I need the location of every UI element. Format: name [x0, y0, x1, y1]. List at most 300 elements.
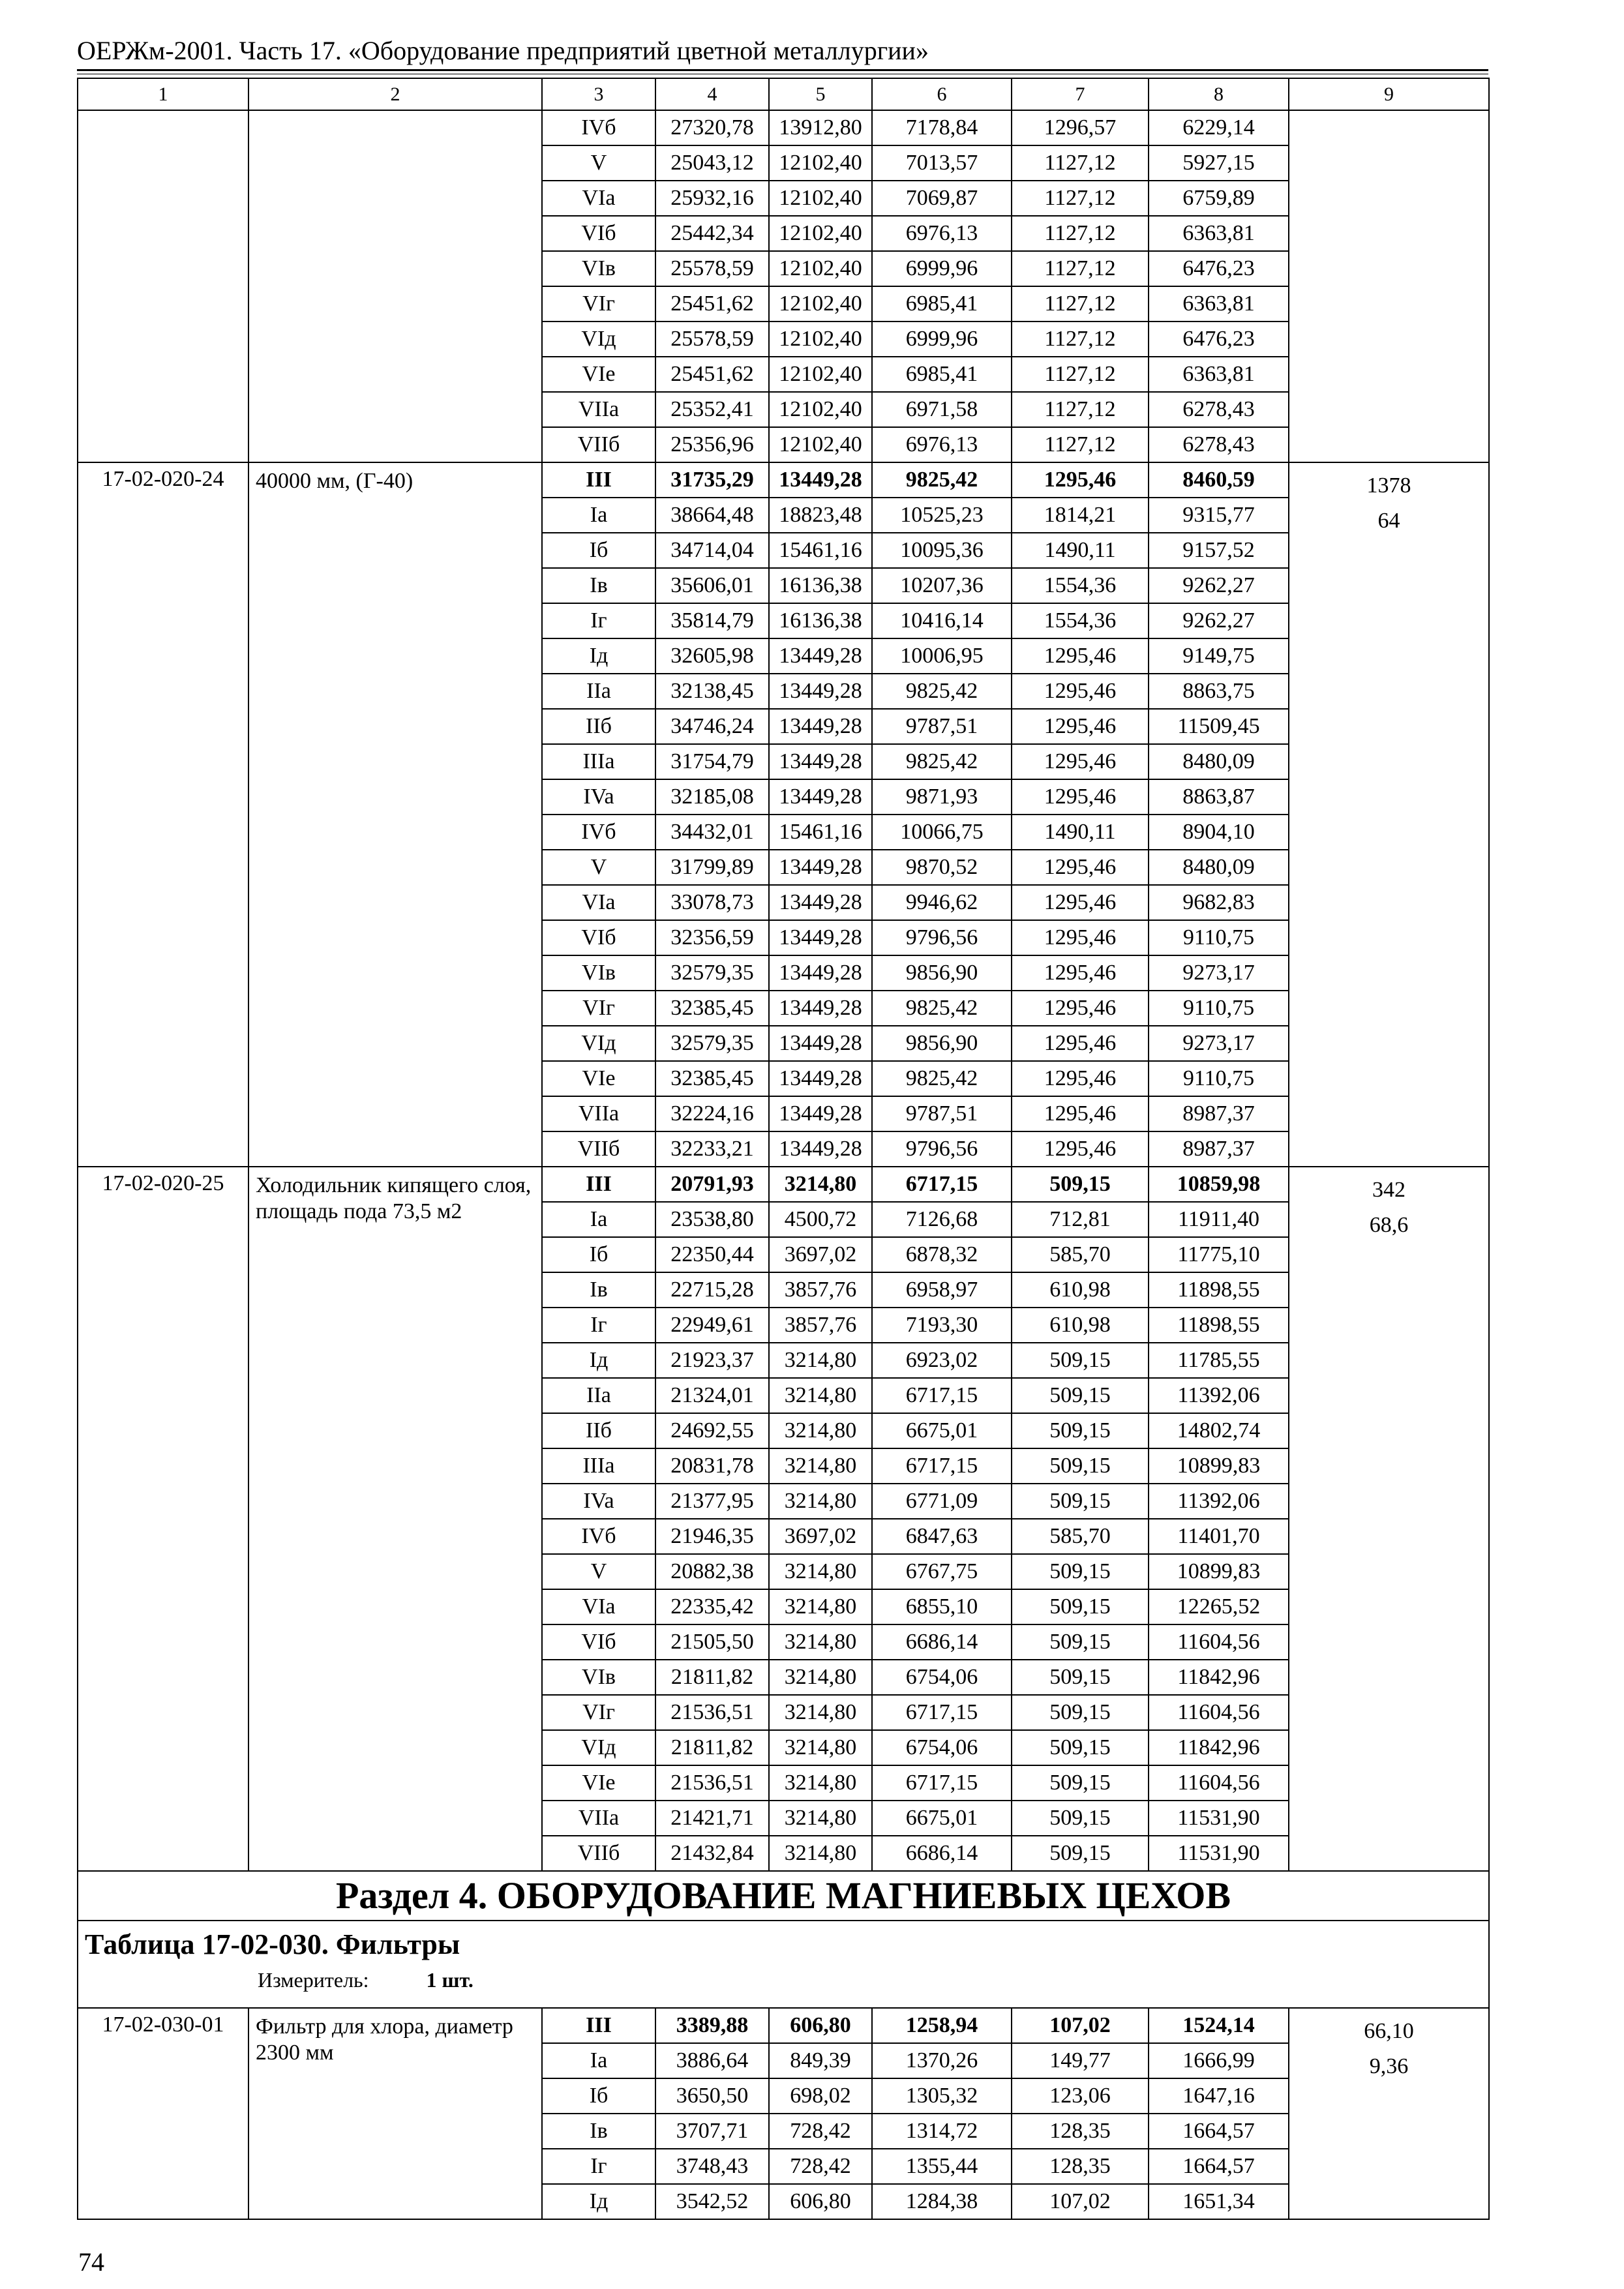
- value-cell: 509,15: [1012, 1801, 1149, 1836]
- region-cell: IVa: [542, 779, 655, 815]
- value-cell: 1490,11: [1012, 815, 1149, 850]
- name-cell: [248, 110, 542, 462]
- value-cell: 9871,93: [872, 779, 1012, 815]
- value-cell: 10899,83: [1149, 1554, 1289, 1589]
- value-cell: 509,15: [1012, 1448, 1149, 1484]
- value-cell: 6363,81: [1149, 286, 1289, 322]
- value-cell: 11401,70: [1149, 1519, 1289, 1554]
- region-cell: VIв: [542, 1660, 655, 1695]
- value-cell: 606,80: [769, 2008, 872, 2043]
- value-cell: 1355,44: [872, 2149, 1012, 2184]
- value-cell: 10525,23: [872, 498, 1012, 533]
- value-cell: 1127,12: [1012, 322, 1149, 357]
- region-cell: Iд: [542, 1343, 655, 1378]
- value-cell: 6717,15: [872, 1378, 1012, 1413]
- value-cell: 10416,14: [872, 603, 1012, 638]
- value-cell: 1296,57: [1012, 110, 1149, 145]
- value-cell: 610,98: [1012, 1272, 1149, 1308]
- value-cell: 509,15: [1012, 1730, 1149, 1765]
- col9-value: 1378: [1366, 473, 1411, 498]
- value-cell: 21811,82: [655, 1730, 769, 1765]
- col9-value: 64: [1377, 509, 1400, 533]
- value-cell: 13449,28: [769, 991, 872, 1026]
- column-number: 8: [1149, 78, 1289, 110]
- value-cell: 9787,51: [872, 709, 1012, 744]
- value-cell: 32385,45: [655, 991, 769, 1026]
- value-cell: 21536,51: [655, 1765, 769, 1801]
- value-cell: 585,70: [1012, 1519, 1149, 1554]
- region-cell: VIб: [542, 1624, 655, 1660]
- value-cell: 9796,56: [872, 1131, 1012, 1167]
- value-cell: 1127,12: [1012, 181, 1149, 216]
- value-cell: 1127,12: [1012, 427, 1149, 462]
- value-cell: 3214,80: [769, 1836, 872, 1871]
- value-cell: 6675,01: [872, 1413, 1012, 1448]
- value-cell: 9856,90: [872, 955, 1012, 991]
- value-cell: 1664,57: [1149, 2114, 1289, 2149]
- region-cell: III: [542, 462, 655, 498]
- value-cell: 35606,01: [655, 568, 769, 603]
- value-cell: 9946,62: [872, 885, 1012, 920]
- column-number: 5: [769, 78, 872, 110]
- value-cell: 16136,38: [769, 568, 872, 603]
- column-number: 7: [1012, 78, 1149, 110]
- value-cell: 23538,80: [655, 1202, 769, 1237]
- value-cell: 12102,40: [769, 427, 872, 462]
- value-cell: 698,02: [769, 2078, 872, 2114]
- value-cell: 13449,28: [769, 1131, 872, 1167]
- value-cell: 10207,36: [872, 568, 1012, 603]
- value-cell: 32579,35: [655, 955, 769, 991]
- value-cell: 13449,28: [769, 1096, 872, 1131]
- value-cell: 6985,41: [872, 286, 1012, 322]
- value-cell: 22715,28: [655, 1272, 769, 1308]
- col9-value: 68,6: [1369, 1213, 1409, 1237]
- value-cell: 11392,06: [1149, 1484, 1289, 1519]
- region-cell: VIд: [542, 322, 655, 357]
- value-cell: 32138,45: [655, 674, 769, 709]
- value-cell: 13449,28: [769, 638, 872, 674]
- value-cell: 9825,42: [872, 674, 1012, 709]
- value-cell: 1295,46: [1012, 1131, 1149, 1167]
- region-cell: IVб: [542, 815, 655, 850]
- region-cell: Iд: [542, 2184, 655, 2219]
- value-cell: 11531,90: [1149, 1836, 1289, 1871]
- value-cell: 1127,12: [1012, 251, 1149, 286]
- value-cell: 585,70: [1012, 1237, 1149, 1272]
- value-cell: 3214,80: [769, 1801, 872, 1836]
- value-cell: 31799,89: [655, 850, 769, 885]
- value-cell: 20882,38: [655, 1554, 769, 1589]
- value-cell: 1127,12: [1012, 392, 1149, 427]
- col9-cell: [1289, 2008, 1489, 2219]
- region-cell: Ia: [542, 1202, 655, 1237]
- value-cell: 13449,28: [769, 850, 872, 885]
- value-cell: 11775,10: [1149, 1237, 1289, 1272]
- value-cell: 509,15: [1012, 1554, 1149, 1589]
- value-cell: 21421,71: [655, 1801, 769, 1836]
- value-cell: 6686,14: [872, 1836, 1012, 1871]
- region-cell: Iб: [542, 1237, 655, 1272]
- value-cell: 8863,75: [1149, 674, 1289, 709]
- value-cell: 32233,21: [655, 1131, 769, 1167]
- value-cell: 33078,73: [655, 885, 769, 920]
- value-cell: 6999,96: [872, 251, 1012, 286]
- value-cell: 5927,15: [1149, 145, 1289, 181]
- column-number-row: [78, 78, 1489, 110]
- region-cell: Iв: [542, 2114, 655, 2149]
- value-cell: 509,15: [1012, 1413, 1149, 1448]
- value-cell: 3389,88: [655, 2008, 769, 2043]
- header-rule-thick: [77, 69, 1488, 71]
- value-cell: 7193,30: [872, 1308, 1012, 1343]
- value-cell: 3857,76: [769, 1272, 872, 1308]
- value-cell: 9870,52: [872, 850, 1012, 885]
- value-cell: 13449,28: [769, 462, 872, 498]
- value-cell: 3886,64: [655, 2043, 769, 2078]
- value-cell: 27320,78: [655, 110, 769, 145]
- column-number: 6: [872, 78, 1012, 110]
- value-cell: 8863,87: [1149, 779, 1289, 815]
- value-cell: 25352,41: [655, 392, 769, 427]
- value-cell: 10066,75: [872, 815, 1012, 850]
- value-cell: 12102,40: [769, 181, 872, 216]
- value-cell: 3214,80: [769, 1448, 872, 1484]
- code-cell: 17-02-030-01: [78, 2008, 248, 2219]
- value-cell: 11785,55: [1149, 1343, 1289, 1378]
- value-cell: 20831,78: [655, 1448, 769, 1484]
- table-row: [78, 2008, 1489, 2043]
- value-cell: 9273,17: [1149, 1026, 1289, 1061]
- value-cell: 107,02: [1012, 2184, 1149, 2219]
- measure-unit: 1 шт.: [426, 1968, 474, 1992]
- value-cell: 1127,12: [1012, 145, 1149, 181]
- page-number: 74: [78, 2247, 104, 2277]
- value-cell: 11911,40: [1149, 1202, 1289, 1237]
- table-row: [78, 1167, 1489, 1202]
- value-cell: 1295,46: [1012, 850, 1149, 885]
- value-cell: 25356,96: [655, 427, 769, 462]
- value-cell: 128,35: [1012, 2149, 1149, 2184]
- value-cell: 32605,98: [655, 638, 769, 674]
- value-cell: 20791,93: [655, 1167, 769, 1202]
- region-cell: Iв: [542, 568, 655, 603]
- region-cell: VIe: [542, 357, 655, 392]
- value-cell: 3214,80: [769, 1765, 872, 1801]
- value-cell: 12102,40: [769, 251, 872, 286]
- measure-line: [258, 1969, 1488, 1990]
- value-cell: 3542,52: [655, 2184, 769, 2219]
- value-cell: 34432,01: [655, 815, 769, 850]
- region-cell: Iб: [542, 2078, 655, 2114]
- value-cell: 6999,96: [872, 322, 1012, 357]
- value-cell: 6717,15: [872, 1167, 1012, 1202]
- value-cell: 7069,87: [872, 181, 1012, 216]
- value-cell: 6847,63: [872, 1519, 1012, 1554]
- value-cell: 32385,45: [655, 1061, 769, 1096]
- value-cell: 1554,36: [1012, 568, 1149, 603]
- value-cell: 32579,35: [655, 1026, 769, 1061]
- value-cell: 16136,38: [769, 603, 872, 638]
- value-cell: 32356,59: [655, 920, 769, 955]
- value-cell: 25043,12: [655, 145, 769, 181]
- region-cell: IIб: [542, 709, 655, 744]
- region-cell: VIIa: [542, 1801, 655, 1836]
- value-cell: 107,02: [1012, 2008, 1149, 2043]
- value-cell: 8904,10: [1149, 815, 1289, 850]
- value-cell: 849,39: [769, 2043, 872, 2078]
- running-header: ОЕРЖм-2001. Часть 17. «Оборудование предприятий цветной металлургии»: [77, 36, 929, 65]
- value-cell: 11604,56: [1149, 1624, 1289, 1660]
- value-cell: 509,15: [1012, 1378, 1149, 1413]
- value-cell: 15461,16: [769, 815, 872, 850]
- value-cell: 1295,46: [1012, 462, 1149, 498]
- value-cell: 7126,68: [872, 1202, 1012, 1237]
- value-cell: 6767,75: [872, 1554, 1012, 1589]
- value-cell: 6958,97: [872, 1272, 1012, 1308]
- value-cell: 6771,09: [872, 1484, 1012, 1519]
- value-cell: 1295,46: [1012, 1096, 1149, 1131]
- value-cell: 3214,80: [769, 1660, 872, 1695]
- value-cell: 21946,35: [655, 1519, 769, 1554]
- table-title: Таблица 17-02-030. Фильтры: [85, 1928, 460, 1960]
- value-cell: 13449,28: [769, 920, 872, 955]
- value-cell: 1295,46: [1012, 1026, 1149, 1061]
- region-cell: Iг: [542, 2149, 655, 2184]
- value-cell: 35814,79: [655, 603, 769, 638]
- value-cell: 3748,43: [655, 2149, 769, 2184]
- region-cell: VIб: [542, 920, 655, 955]
- table-row: [78, 110, 1489, 145]
- value-cell: 509,15: [1012, 1660, 1149, 1695]
- value-cell: 9825,42: [872, 1061, 1012, 1096]
- value-cell: 3214,80: [769, 1730, 872, 1765]
- value-cell: 13912,80: [769, 110, 872, 145]
- value-cell: 9315,77: [1149, 498, 1289, 533]
- value-cell: 1647,16: [1149, 2078, 1289, 2114]
- value-cell: 6229,14: [1149, 110, 1289, 145]
- value-cell: 3857,76: [769, 1308, 872, 1343]
- value-cell: 11898,55: [1149, 1308, 1289, 1343]
- value-cell: 8460,59: [1149, 462, 1289, 498]
- region-cell: Ia: [542, 2043, 655, 2078]
- value-cell: 11509,45: [1149, 709, 1289, 744]
- col9-cell: [1289, 462, 1489, 1167]
- region-cell: Iд: [542, 638, 655, 674]
- col9-value: 9,36: [1369, 2054, 1409, 2078]
- value-cell: 9262,27: [1149, 603, 1289, 638]
- value-cell: 509,15: [1012, 1765, 1149, 1801]
- value-cell: 6686,14: [872, 1624, 1012, 1660]
- value-cell: 6976,13: [872, 427, 1012, 462]
- value-cell: 728,42: [769, 2149, 872, 2184]
- value-cell: 13449,28: [769, 744, 872, 779]
- value-cell: 6855,10: [872, 1589, 1012, 1624]
- col9-value: 342: [1372, 1178, 1406, 1202]
- value-cell: 31754,79: [655, 744, 769, 779]
- region-cell: IVб: [542, 1519, 655, 1554]
- region-cell: VIe: [542, 1765, 655, 1801]
- value-cell: 22949,61: [655, 1308, 769, 1343]
- region-cell: VIa: [542, 885, 655, 920]
- value-cell: 22350,44: [655, 1237, 769, 1272]
- column-number: 1: [78, 78, 248, 110]
- value-cell: 9157,52: [1149, 533, 1289, 568]
- value-cell: 21432,84: [655, 1836, 769, 1871]
- section-title: Раздел 4. ОБОРУДОВАНИЕ МАГНИЕВЫХ ЦЕХОВ: [78, 1871, 1489, 1921]
- region-cell: VIIб: [542, 427, 655, 462]
- value-cell: 21324,01: [655, 1378, 769, 1413]
- value-cell: 509,15: [1012, 1589, 1149, 1624]
- value-cell: 11531,90: [1149, 1801, 1289, 1836]
- value-cell: 10899,83: [1149, 1448, 1289, 1484]
- region-cell: VIa: [542, 181, 655, 216]
- value-cell: 1295,46: [1012, 638, 1149, 674]
- value-cell: 3697,02: [769, 1519, 872, 1554]
- value-cell: 1295,46: [1012, 709, 1149, 744]
- region-cell: IIIa: [542, 744, 655, 779]
- value-cell: 12102,40: [769, 145, 872, 181]
- value-cell: 1258,94: [872, 2008, 1012, 2043]
- value-cell: 10006,95: [872, 638, 1012, 674]
- value-cell: 11604,56: [1149, 1695, 1289, 1730]
- value-cell: 1370,26: [872, 2043, 1012, 2078]
- value-cell: 6363,81: [1149, 357, 1289, 392]
- value-cell: 21536,51: [655, 1695, 769, 1730]
- region-cell: VIг: [542, 1695, 655, 1730]
- value-cell: 12265,52: [1149, 1589, 1289, 1624]
- value-cell: 9825,42: [872, 744, 1012, 779]
- region-cell: VIг: [542, 286, 655, 322]
- value-cell: 12102,40: [769, 392, 872, 427]
- region-cell: VIIб: [542, 1131, 655, 1167]
- value-cell: 1814,21: [1012, 498, 1149, 533]
- value-cell: 1295,46: [1012, 955, 1149, 991]
- value-cell: 24692,55: [655, 1413, 769, 1448]
- value-cell: 1554,36: [1012, 603, 1149, 638]
- value-cell: 149,77: [1012, 2043, 1149, 2078]
- value-cell: 25932,16: [655, 181, 769, 216]
- value-cell: 6278,43: [1149, 392, 1289, 427]
- value-cell: 34746,24: [655, 709, 769, 744]
- value-cell: 6363,81: [1149, 216, 1289, 251]
- value-cell: 1651,34: [1149, 2184, 1289, 2219]
- table-row: [78, 462, 1489, 498]
- value-cell: 12102,40: [769, 286, 872, 322]
- measure-label: Измеритель:: [258, 1968, 369, 1992]
- value-cell: 1314,72: [872, 2114, 1012, 2149]
- value-cell: 9110,75: [1149, 1061, 1289, 1096]
- value-cell: 22335,42: [655, 1589, 769, 1624]
- value-cell: 32185,08: [655, 779, 769, 815]
- region-cell: III: [542, 2008, 655, 2043]
- region-cell: IIб: [542, 1413, 655, 1448]
- value-cell: 1295,46: [1012, 991, 1149, 1026]
- value-cell: 3214,80: [769, 1554, 872, 1589]
- value-cell: 21811,82: [655, 1660, 769, 1695]
- region-cell: VIд: [542, 1026, 655, 1061]
- value-cell: 15461,16: [769, 533, 872, 568]
- value-cell: 8987,37: [1149, 1096, 1289, 1131]
- value-cell: 3697,02: [769, 1237, 872, 1272]
- value-cell: 9262,27: [1149, 568, 1289, 603]
- value-cell: 6675,01: [872, 1801, 1012, 1836]
- value-cell: 21377,95: [655, 1484, 769, 1519]
- value-cell: 10095,36: [872, 533, 1012, 568]
- region-cell: Iг: [542, 603, 655, 638]
- value-cell: 13449,28: [769, 1026, 872, 1061]
- value-cell: 6985,41: [872, 357, 1012, 392]
- value-cell: 6878,32: [872, 1237, 1012, 1272]
- value-cell: 509,15: [1012, 1343, 1149, 1378]
- value-cell: 9796,56: [872, 920, 1012, 955]
- value-cell: 21923,37: [655, 1343, 769, 1378]
- value-cell: 9682,83: [1149, 885, 1289, 920]
- region-cell: VIIa: [542, 1096, 655, 1131]
- table-title-row: [78, 1921, 1489, 2008]
- value-cell: 6717,15: [872, 1448, 1012, 1484]
- value-cell: 11842,96: [1149, 1730, 1289, 1765]
- value-cell: 3214,80: [769, 1484, 872, 1519]
- region-cell: VIIa: [542, 392, 655, 427]
- value-cell: 13449,28: [769, 1061, 872, 1096]
- value-cell: 9110,75: [1149, 920, 1289, 955]
- name-cell: Фильтр для хлора, диаметр 2300 мм: [248, 2008, 542, 2219]
- table-title-cell: [78, 1921, 1489, 2008]
- value-cell: 9149,75: [1149, 638, 1289, 674]
- region-cell: Iг: [542, 1308, 655, 1343]
- value-cell: 13449,28: [769, 709, 872, 744]
- column-number: 4: [655, 78, 769, 110]
- value-cell: 11604,56: [1149, 1765, 1289, 1801]
- code-cell: 17-02-020-25: [78, 1167, 248, 1871]
- value-cell: 9273,17: [1149, 955, 1289, 991]
- region-cell: VIг: [542, 991, 655, 1026]
- value-cell: 728,42: [769, 2114, 872, 2149]
- value-cell: 123,06: [1012, 2078, 1149, 2114]
- value-cell: 32224,16: [655, 1096, 769, 1131]
- value-cell: 3650,50: [655, 2078, 769, 2114]
- region-cell: VIe: [542, 1061, 655, 1096]
- value-cell: 3214,80: [769, 1624, 872, 1660]
- value-cell: 509,15: [1012, 1836, 1149, 1871]
- value-cell: 25451,62: [655, 357, 769, 392]
- value-cell: 1127,12: [1012, 216, 1149, 251]
- value-cell: 11842,96: [1149, 1660, 1289, 1695]
- value-cell: 11898,55: [1149, 1272, 1289, 1308]
- name-cell: 40000 мм, (Г-40): [248, 462, 542, 1167]
- value-cell: 1295,46: [1012, 885, 1149, 920]
- region-cell: Iв: [542, 1272, 655, 1308]
- column-number: 9: [1289, 78, 1489, 110]
- region-cell: IVб: [542, 110, 655, 145]
- value-cell: 31735,29: [655, 462, 769, 498]
- value-cell: 8480,09: [1149, 850, 1289, 885]
- value-cell: 25578,59: [655, 322, 769, 357]
- value-cell: 12102,40: [769, 216, 872, 251]
- value-cell: 7178,84: [872, 110, 1012, 145]
- region-cell: V: [542, 850, 655, 885]
- col9-value: 66,10: [1364, 2019, 1414, 2043]
- region-cell: III: [542, 1167, 655, 1202]
- value-cell: 606,80: [769, 2184, 872, 2219]
- value-cell: 9787,51: [872, 1096, 1012, 1131]
- region-cell: IIa: [542, 1378, 655, 1413]
- value-cell: 1295,46: [1012, 1061, 1149, 1096]
- value-cell: 610,98: [1012, 1308, 1149, 1343]
- region-cell: IIIa: [542, 1448, 655, 1484]
- value-cell: 509,15: [1012, 1167, 1149, 1202]
